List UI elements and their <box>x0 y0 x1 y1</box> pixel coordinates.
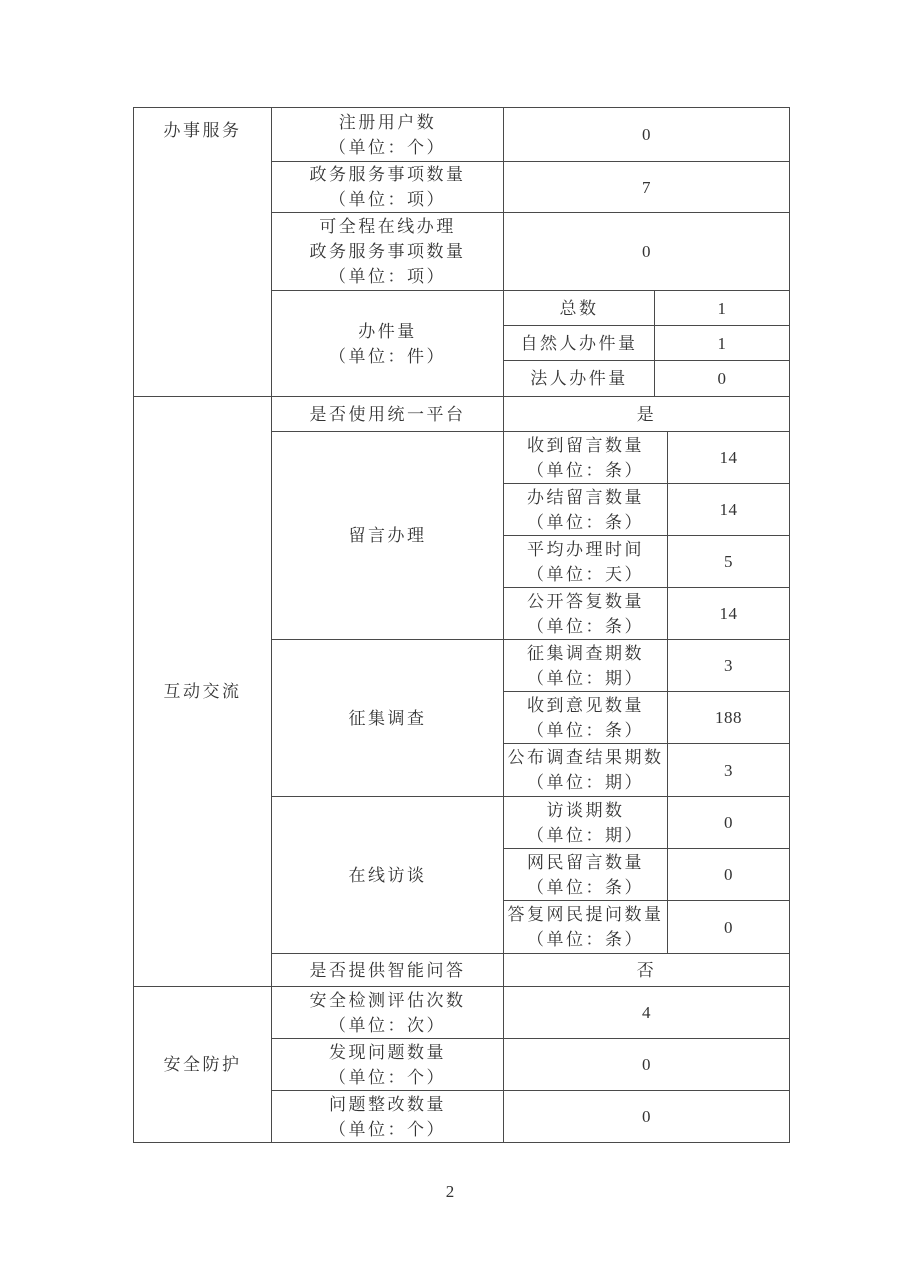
label-text: 访谈期数 <box>546 800 625 820</box>
report-table <box>133 107 790 1143</box>
label-text: 征集调查期数 <box>527 643 644 663</box>
label-text: 收到留言数量 <box>527 435 644 455</box>
label-text: 公开答复数量 <box>527 591 644 611</box>
cell-case-natural-label: 自然人办件量 <box>504 326 655 361</box>
cell-full-online-items-value: 0 <box>504 213 790 291</box>
cell-case-total-value: 1 <box>655 291 790 326</box>
unit-text: （单位：条） <box>527 460 644 480</box>
cell-assessments-label <box>272 987 504 1039</box>
cell-assessments-value: 4 <box>504 987 790 1039</box>
label-text: 问题整改数量 <box>329 1094 446 1114</box>
category-service: 办事服务 <box>134 108 272 397</box>
unit-text: （单位：次） <box>329 1015 446 1035</box>
unit-text: （单位：个） <box>329 1067 446 1087</box>
cell-msg-completed-label <box>504 484 668 536</box>
unit-text: （单位：个） <box>329 1119 446 1139</box>
cell-msg-avg-days-label <box>504 536 668 588</box>
unit-text: （单位：项） <box>329 190 446 209</box>
unit-text: （单位：条） <box>527 616 644 636</box>
label-text: 办结留言数量 <box>527 487 644 507</box>
cell-problems-found-value: 0 <box>504 1039 790 1091</box>
cell-case-legal-label: 法人办件量 <box>504 361 655 397</box>
cell-survey-opinions-value: 188 <box>668 692 790 744</box>
unit-text: （单位：期） <box>527 825 644 845</box>
cell-msg-avg-days-value: 5 <box>668 536 790 588</box>
cell-interview-periods-label <box>504 797 668 849</box>
label-text: 收到意见数量 <box>527 695 644 715</box>
cell-survey-periods-label <box>504 640 668 692</box>
cell-msg-received-value: 14 <box>668 432 790 484</box>
cell-msg-received-label <box>504 432 668 484</box>
cell-interview-periods-value: 0 <box>668 797 790 849</box>
label-text: 可全程在线办理 <box>319 217 456 236</box>
cell-msg-public-replies-label <box>504 588 668 640</box>
unit-text: （单位：条） <box>527 720 644 740</box>
cell-interview-messages-value: 0 <box>668 849 790 901</box>
cell-case-natural-value: 1 <box>655 326 790 361</box>
cell-interview-label: 在线访谈 <box>272 797 504 954</box>
label-text: 公布调查结果期数 <box>507 748 664 767</box>
cell-case-total-label: 总数 <box>504 291 655 326</box>
label-text: 答复网民提问数量 <box>507 905 664 924</box>
cell-smart-qa-value: 否 <box>504 954 790 987</box>
label-text: 政务服务事项数量 <box>309 165 466 184</box>
cell-msg-public-replies-value: 14 <box>668 588 790 640</box>
category-security: 安全防护 <box>134 987 272 1143</box>
cell-survey-results-label <box>504 744 668 797</box>
cell-smart-qa-label: 是否提供智能问答 <box>272 954 504 987</box>
cell-survey-label: 征集调查 <box>272 640 504 797</box>
unit-text: （单位：条） <box>527 512 644 532</box>
cell-message-handling-label: 留言办理 <box>272 432 504 640</box>
label-text: 平均办理时间 <box>527 539 644 559</box>
cell-full-online-items-label <box>272 213 504 291</box>
cell-msg-completed-value: 14 <box>668 484 790 536</box>
unit-text: （单位：期） <box>527 668 644 688</box>
cell-problems-rectified-value: 0 <box>504 1091 790 1143</box>
unit-text: （单位：条） <box>527 930 644 949</box>
category-interaction: 互动交流 <box>134 397 272 987</box>
unit-text: （单位：条） <box>527 877 644 897</box>
unit-text: （单位：期） <box>527 773 644 792</box>
cell-case-volume-label <box>272 291 504 397</box>
cell-gov-service-items-label <box>272 162 504 213</box>
cell-registered-users-value: 0 <box>504 108 790 162</box>
cell-survey-opinions-label <box>504 692 668 744</box>
cell-interview-replies-value: 0 <box>668 901 790 954</box>
unit-text: （单位：天） <box>527 564 644 584</box>
label-text: 安全检测评估次数 <box>309 990 466 1010</box>
page-number: 2 <box>445 1182 455 1201</box>
cell-unified-platform-label: 是否使用统一平台 <box>272 397 504 432</box>
label-text: 发现问题数量 <box>329 1042 446 1062</box>
cell-registered-users-label <box>272 108 504 162</box>
unit-text: （单位：个） <box>329 137 446 157</box>
label-text: 办件量 <box>358 321 417 341</box>
label-text: 注册用户数 <box>338 112 437 132</box>
label-text: 政务服务事项数量 <box>309 242 466 261</box>
cell-survey-periods-value: 3 <box>668 640 790 692</box>
unit-text: （单位：件） <box>329 346 446 366</box>
label-text: 网民留言数量 <box>527 852 644 872</box>
cell-problems-found-label <box>272 1039 504 1091</box>
cell-interview-messages-label <box>504 849 668 901</box>
unit-text: （单位：项） <box>329 267 446 286</box>
cell-unified-platform-value: 是 <box>504 397 790 432</box>
cell-gov-service-items-value: 7 <box>504 162 790 213</box>
cell-interview-replies-label <box>504 901 668 954</box>
cell-case-legal-value: 0 <box>655 361 790 397</box>
cell-survey-results-value: 3 <box>668 744 790 797</box>
cell-problems-rectified-label <box>272 1091 504 1143</box>
